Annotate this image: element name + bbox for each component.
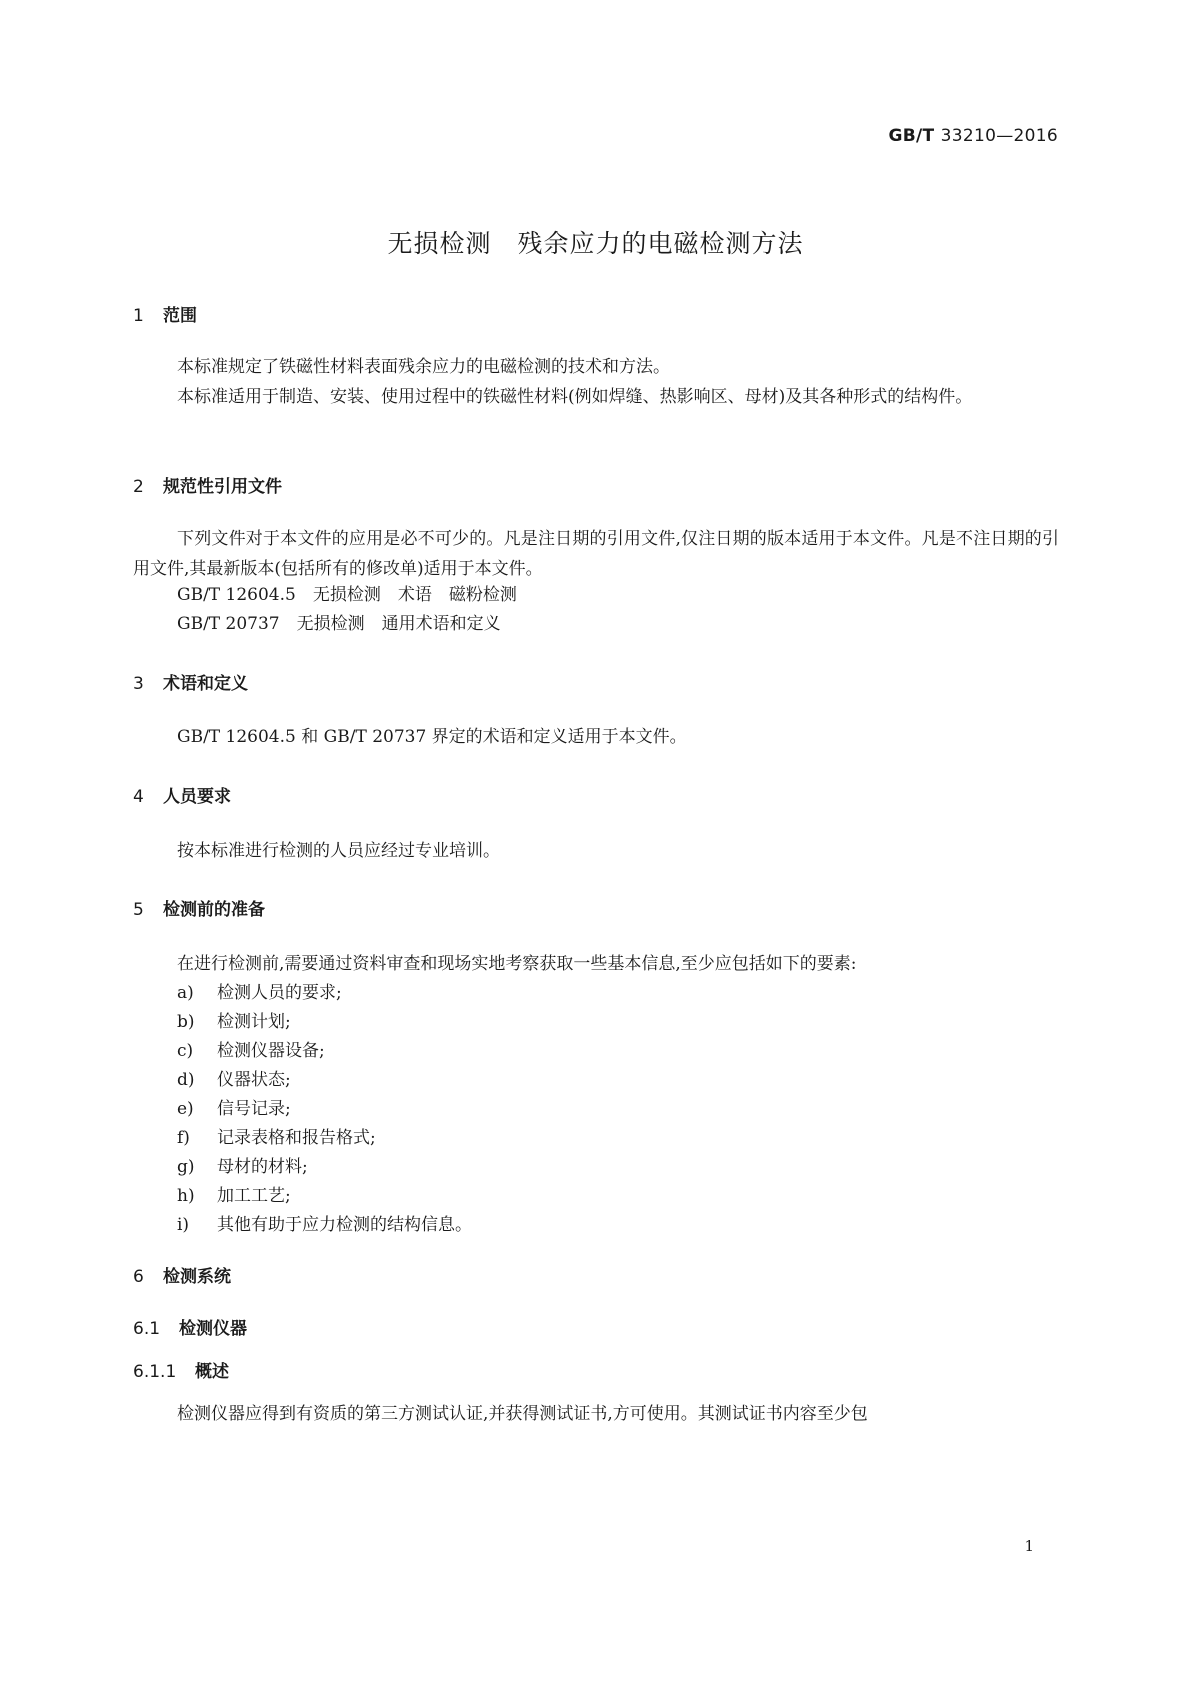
- standard-code-number: 33210—2016: [940, 126, 1058, 146]
- section-2-paragraph: 下列文件对于本文件的应用是必不可少的。凡是注日期的引用文件,仅注日期的版本适用于本文件。凡是不注日期的引用文件,其最新版本(包括所有的修改单)适用于本文件。: [133, 529, 1059, 579]
- section-1-paragraph-1: 本标准规定了铁磁性材料表面残余应力的电磁检测的技术和方法。: [177, 357, 670, 377]
- list-text: 检测人员的要求;: [217, 983, 342, 1003]
- list-item: [177, 1123, 376, 1153]
- list-text: 其他有助于应力检测的结构信息。: [217, 1215, 472, 1235]
- reference-item: GB/T 20737 无损检测 通用术语和定义: [177, 614, 501, 634]
- list-text: 母材的材料;: [217, 1157, 308, 1177]
- section-6-1-number: 6.1: [133, 1319, 161, 1339]
- section-6-1-1-number: 6.1.1: [133, 1362, 177, 1382]
- section-5-paragraph: 在进行检测前,需要通过资料审查和现场实地考察获取一些基本信息,至少应包括如下的要素:: [177, 954, 857, 974]
- document-title: 无损检测 残余应力的电磁检测方法: [387, 229, 804, 258]
- section-2-number: 2: [133, 477, 144, 497]
- list-marker: d): [177, 1070, 195, 1090]
- list-item: [177, 1007, 291, 1037]
- list-marker: f): [177, 1128, 190, 1148]
- section-2-title: 规范性引用文件: [163, 477, 282, 497]
- list-marker: c): [177, 1041, 194, 1061]
- list-marker: a): [177, 983, 194, 1003]
- section-4-heading: [133, 782, 231, 807]
- section-3-paragraph: GB/T 12604.5 和 GB/T 20737 界定的术语和定义适用于本文件。: [177, 727, 687, 747]
- reference-item: GB/T 12604.5 无损检测 术语 磁粉检测: [177, 585, 517, 605]
- section-1-paragraph-2: 本标准适用于制造、安装、使用过程中的铁磁性材料(例如焊缝、热影响区、母材)及其各种形式的结构件。: [177, 387, 973, 407]
- section-6-1-1-heading: [133, 1357, 229, 1382]
- section-6-1-1-title: 概述: [195, 1362, 229, 1382]
- list-text: 检测仪器设备;: [217, 1041, 325, 1061]
- section-3-heading: [133, 669, 248, 694]
- list-marker: i): [177, 1215, 190, 1235]
- list-marker: e): [177, 1099, 194, 1119]
- standard-code-prefix: GB/T: [888, 126, 935, 146]
- section-6-number: 6: [133, 1267, 144, 1287]
- list-item: [177, 1094, 291, 1124]
- list-text: 信号记录;: [217, 1099, 291, 1119]
- section-1-title: 范围: [163, 306, 197, 326]
- section-2-heading: [133, 472, 282, 497]
- section-5-heading: [133, 895, 265, 920]
- section-6-1-1-paragraph: 检测仪器应得到有资质的第三方测试认证,并获得测试证书,方可使用。其测试证书内容至少包: [177, 1404, 868, 1424]
- list-item: [177, 1065, 291, 1095]
- section-1-heading: [133, 301, 197, 326]
- section-4-title: 人员要求: [163, 787, 231, 807]
- section-1-number: 1: [133, 306, 144, 326]
- section-6-1-heading: [133, 1314, 247, 1339]
- list-text: 仪器状态;: [217, 1070, 291, 1090]
- list-text: 记录表格和报告格式;: [217, 1128, 376, 1148]
- list-marker: g): [177, 1157, 195, 1177]
- section-4-paragraph: 按本标准进行检测的人员应经过专业培训。: [177, 841, 500, 861]
- list-item: [177, 1152, 308, 1182]
- section-5-title: 检测前的准备: [163, 900, 265, 920]
- standard-code: [889, 126, 1058, 146]
- list-marker: h): [177, 1186, 195, 1206]
- list-item: [177, 1181, 291, 1211]
- list-item: [177, 1210, 472, 1240]
- section-3-number: 3: [133, 674, 144, 694]
- section-5-number: 5: [133, 900, 144, 920]
- section-6-heading: [133, 1262, 231, 1287]
- section-3-title: 术语和定义: [163, 674, 248, 694]
- section-4-number: 4: [133, 787, 144, 807]
- page-number: 1: [1024, 1537, 1034, 1555]
- section-6-title: 检测系统: [163, 1267, 231, 1287]
- list-text: 加工工艺;: [217, 1186, 291, 1206]
- list-item: [177, 978, 342, 1008]
- list-text: 检测计划;: [217, 1012, 291, 1032]
- list-marker: b): [177, 1012, 195, 1032]
- section-6-1-title: 检测仪器: [179, 1319, 247, 1339]
- list-item: [177, 1036, 325, 1066]
